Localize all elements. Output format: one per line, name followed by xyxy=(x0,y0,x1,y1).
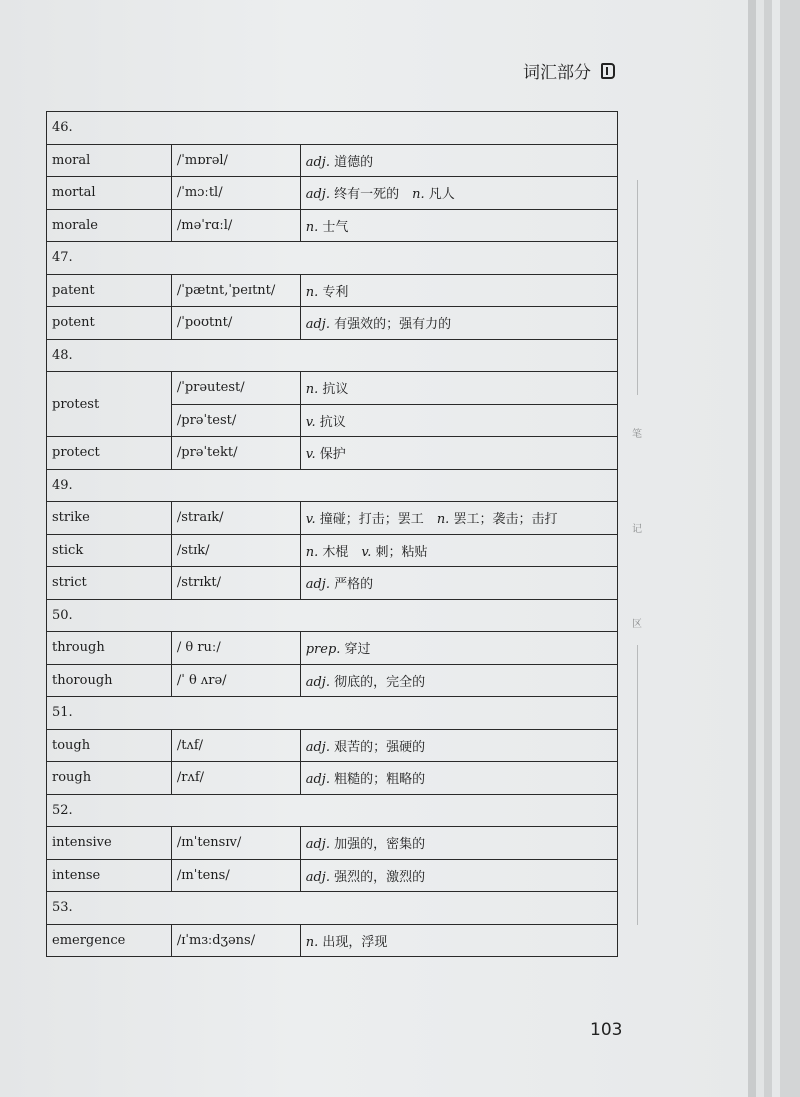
group-header-row xyxy=(47,794,618,827)
definition: 专利 xyxy=(322,284,349,300)
page-edge xyxy=(764,0,772,1097)
table-row xyxy=(47,567,618,600)
group-number: 49. xyxy=(47,469,618,502)
meaning-cell xyxy=(300,209,617,242)
table-row xyxy=(47,177,618,210)
group-header-row xyxy=(47,599,618,632)
phonetic-cell: /ˈ θ ʌrə/ xyxy=(171,664,300,697)
definition: 抗议 xyxy=(322,382,349,398)
page-edge xyxy=(772,0,780,1097)
part-of-speech: n. xyxy=(305,382,319,398)
table-row xyxy=(47,372,618,405)
table-row xyxy=(47,502,618,535)
part-of-speech: adj. xyxy=(305,317,330,333)
word-cell: intense xyxy=(47,859,172,892)
vocabulary-table xyxy=(46,111,618,957)
group-header-row xyxy=(47,697,618,730)
phonetic-cell: /ˈmɔːtl/ xyxy=(171,177,300,210)
margin-note-char: 笔 xyxy=(632,429,642,440)
word-cell: protect xyxy=(47,437,172,470)
phonetic-cell: /ɪnˈtensɪv/ xyxy=(171,827,300,860)
phonetic-cell: /straɪk/ xyxy=(171,502,300,535)
part-of-speech: n. xyxy=(305,284,319,300)
margin-note-char: 区 xyxy=(632,619,642,630)
definition: 罢工；袭击；击打 xyxy=(453,512,558,528)
definition: 有强效的；强有力的 xyxy=(334,317,452,333)
part-of-speech: adj. xyxy=(305,869,330,885)
part-of-speech: adj. xyxy=(305,772,330,788)
meaning-cell xyxy=(300,729,617,762)
definition: 抗议 xyxy=(319,414,346,430)
phonetic-cell: /rʌf/ xyxy=(171,762,300,795)
phonetic-cell: /prəˈtekt/ xyxy=(171,437,300,470)
page-edge xyxy=(780,0,800,1097)
meaning-cell xyxy=(300,437,617,470)
word-cell: mortal xyxy=(47,177,172,210)
phonetic-cell: /məˈrɑːl/ xyxy=(171,209,300,242)
definition: 穿过 xyxy=(344,642,371,658)
table-row xyxy=(47,144,618,177)
phonetic-cell: /ɪˈmɜːdʒəns/ xyxy=(171,924,300,957)
meaning-cell xyxy=(300,307,617,340)
page-number: 103 xyxy=(590,1020,623,1040)
table-row xyxy=(47,274,618,307)
table-row xyxy=(47,664,618,697)
part-of-speech: adj. xyxy=(305,577,330,593)
margin-divider xyxy=(637,645,638,925)
part-of-speech: prep. xyxy=(305,642,341,658)
phonetic-cell: /tʌf/ xyxy=(171,729,300,762)
word-cell: strike xyxy=(47,502,172,535)
group-header-row xyxy=(47,892,618,925)
part-of-speech: v. xyxy=(305,447,316,463)
phonetic-cell: /stɪk/ xyxy=(171,534,300,567)
part-of-speech: n. xyxy=(436,512,450,528)
phonetic-cell: /ɪnˈtens/ xyxy=(171,859,300,892)
phonetic-cell: /ˈpoʊtnt/ xyxy=(171,307,300,340)
group-number: 51. xyxy=(47,697,618,730)
meaning-cell xyxy=(300,404,617,437)
definition: 艰苦的；强硬的 xyxy=(334,739,426,755)
group-header-row xyxy=(47,339,618,372)
table-row xyxy=(47,729,618,762)
meaning-cell xyxy=(300,502,617,535)
phonetic-cell: /strɪkt/ xyxy=(171,567,300,600)
definition: 道德的 xyxy=(334,154,374,170)
table-row xyxy=(47,209,618,242)
meaning-cell xyxy=(300,762,617,795)
meaning-cell xyxy=(300,827,617,860)
meaning-cell xyxy=(300,177,617,210)
definition: 强烈的，激烈的 xyxy=(334,869,426,885)
margin-note-char: 记 xyxy=(632,524,642,535)
word-cell: patent xyxy=(47,274,172,307)
definition: 木棍 xyxy=(322,544,349,560)
meaning-cell xyxy=(300,859,617,892)
word-cell: strict xyxy=(47,567,172,600)
definition: 保护 xyxy=(319,447,346,463)
page-edge xyxy=(748,0,756,1097)
part-of-speech: n. xyxy=(305,544,319,560)
meaning-cell xyxy=(300,144,617,177)
group-number: 53. xyxy=(47,892,618,925)
part-of-speech: adj. xyxy=(305,739,330,755)
meaning-cell xyxy=(300,567,617,600)
word-cell: through xyxy=(47,632,172,665)
meaning-cell xyxy=(300,924,617,957)
group-number: 50. xyxy=(47,599,618,632)
part-of-speech: adj. xyxy=(305,187,330,203)
definition: 刺；粘贴 xyxy=(375,544,428,560)
word-cell: moral xyxy=(47,144,172,177)
table-row xyxy=(47,632,618,665)
table-row xyxy=(47,859,618,892)
definition: 出现，浮现 xyxy=(322,934,388,950)
part-of-speech: v. xyxy=(305,512,316,528)
meaning-cell xyxy=(300,534,617,567)
word-cell: emergence xyxy=(47,924,172,957)
group-header-row xyxy=(47,112,618,145)
group-header-row xyxy=(47,242,618,275)
part-of-speech: n. xyxy=(305,934,319,950)
table-row xyxy=(47,924,618,957)
part-of-speech: n. xyxy=(412,187,425,203)
word-cell: tough xyxy=(47,729,172,762)
section-title: 词汇部分 xyxy=(523,63,591,83)
part-of-speech: n. xyxy=(305,219,319,235)
book-icon xyxy=(601,63,615,79)
meaning-cell xyxy=(300,632,617,665)
margin-divider xyxy=(637,180,638,395)
definition: 加强的，密集的 xyxy=(334,837,426,853)
meaning-cell xyxy=(300,372,617,405)
part-of-speech: adj. xyxy=(305,674,330,690)
running-header xyxy=(523,58,615,83)
table-row xyxy=(47,762,618,795)
part-of-speech: adj. xyxy=(305,837,330,853)
definition: 粗糙的；粗略的 xyxy=(334,772,426,788)
phonetic-cell: /ˈprəutest/ xyxy=(171,372,300,405)
group-header-row xyxy=(47,469,618,502)
group-number: 48. xyxy=(47,339,618,372)
word-cell: protest xyxy=(47,372,172,437)
phonetic-cell: /ˈmɒrəl/ xyxy=(171,144,300,177)
word-cell: stick xyxy=(47,534,172,567)
part-of-speech: adj. xyxy=(305,154,330,170)
word-cell: rough xyxy=(47,762,172,795)
word-cell: morale xyxy=(47,209,172,242)
definition: 严格的 xyxy=(334,577,374,593)
word-cell: thorough xyxy=(47,664,172,697)
word-cell: intensive xyxy=(47,827,172,860)
table-row xyxy=(47,827,618,860)
group-number: 47. xyxy=(47,242,618,275)
definition: 撞碰；打击；罢工 xyxy=(319,512,424,528)
meaning-cell xyxy=(300,664,617,697)
phonetic-cell: / θ ruː/ xyxy=(171,632,300,665)
word-cell: potent xyxy=(47,307,172,340)
definition: 终有一死的 xyxy=(334,187,400,203)
page-edge xyxy=(756,0,764,1097)
group-number: 52. xyxy=(47,794,618,827)
meaning-cell xyxy=(300,274,617,307)
table-row xyxy=(47,307,618,340)
part-of-speech: v. xyxy=(361,544,372,560)
group-number: 46. xyxy=(47,112,618,145)
phonetic-cell: /prəˈtest/ xyxy=(171,404,300,437)
definition: 士气 xyxy=(322,219,349,235)
table-row xyxy=(47,534,618,567)
definition: 凡人 xyxy=(428,187,455,203)
part-of-speech: v. xyxy=(305,414,316,430)
phonetic-cell: /ˈpætnt,ˈpeɪtnt/ xyxy=(171,274,300,307)
table-row xyxy=(47,437,618,470)
definition: 彻底的，完全的 xyxy=(334,674,426,690)
